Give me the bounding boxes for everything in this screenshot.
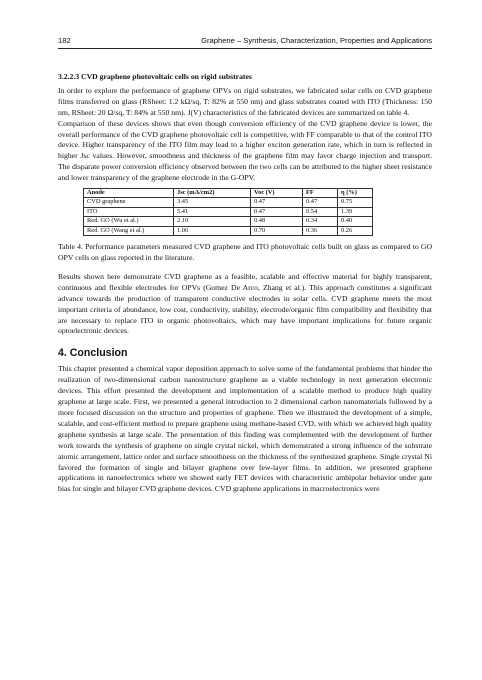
table-cell: 0.40 (338, 217, 373, 226)
paragraph-results: Results shown here demonstrate CVD graphene as a feasible, scalable and effective material for highly transparent, continuous and flexible electrodes for OPVs (Gomez De Arco, Zhang et al.). This approach constitutes a significant advance towards the production of transparent conductive electrodes in solar cells. CVD graphene meets the most important criteria of abundance, low cost, conductivity, stability, electrode/organic film compatibility and flexibility that are necessary to replace ITO in organic photovoltaics, which may have important implications for future organic optoelectronic devices. (58, 271, 432, 336)
col-ff: FF (303, 189, 338, 198)
table-cell: ITO (84, 207, 174, 216)
section-heading: 3.2.2.3 CVD graphene photovoltaic cells on rigid substrates (58, 72, 252, 81)
table-cell: 0.47 (251, 198, 303, 207)
col-eta: η (%) (338, 189, 373, 198)
table-cell: 5.41 (174, 207, 251, 216)
table-cell: 0.36 (303, 226, 338, 235)
table-cell: 2.10 (174, 217, 251, 226)
header-rule (58, 48, 432, 49)
table-row (84, 198, 373, 207)
table-row (84, 217, 373, 226)
table-cell: 1.00 (174, 226, 251, 235)
table-cell: Red. GO (Wang et al.) (84, 226, 174, 235)
table-cell: 0.26 (338, 226, 373, 235)
running-title: Graphene – Synthesis, Characterization, Properties and Applications (201, 36, 432, 45)
table-caption: Table 4. Performance parameters measured CVD graphene and ITO photovoltaic cells built on glass as compared to GO OPV cells on glass reported in the literature. (58, 242, 432, 262)
page-header (58, 36, 432, 50)
table-cell: 0.70 (251, 226, 303, 235)
paragraph-conclusion: This chapter presented a chemical vapor deposition approach to solve some of the fundamental problems that hinder the realization of two-dimensional carbon nanostructure graphene as a viable technology in next generation electronic devices. This effort presented the development and implementation of a scalable method to produce high quality graphene at large scale. First, we presented a general introduction to 2 dimensional carbon nanomaterials followed by a more focused discussion on the structure and properties of graphene. Then we illustrated the development of a simple, scalable, and cost-efficient method to prepare graphene using methane-based CVD, with which we achieved high quality graphene synthesis at large scale. The presentation of this finding was complemented with the development of further work towards the synthesis of graphene on single crystal nickel, which demonstrated a strong influence of the substrate atomic arrangement, lattice order and surface smoothness on the thickness of the synthesized graphene. Single crystal Ni favored the formation of single and bilayer graphene over few-layer films. In addition, we presented graphene applications in nanoelectronics where we showed early FET devices with characteristic ambipolar behavior under gate bias for single and bilayer CVD graphene devices. CVD graphene applications in macroelectronics were (58, 364, 432, 494)
table-cell: 1.39 (338, 207, 373, 216)
table-cell: CVD graphene (84, 198, 174, 207)
conclusion-heading: 4. Conclusion (58, 347, 128, 360)
paragraph-comparison: Comparison of these devices shows that even though conversion efficiency of the CVD graphene device is lower, the overall performance of the CVD graphene photovoltaic cell is competitive, with FF comparable to that of the control ITO device. Higher transparency of the ITO film may lead to a higher exciton generation rate, which in turn is reflected in higher Jsc values. However, smoothness and thickness of the graphene film may favor charge injection and transport. The disparate power conversion efficiency observed between the two cells can be attributed to the higher sheet resistance and lower transparency of the graphene electrode in the G-OPV. (58, 118, 432, 183)
table-row (84, 226, 373, 235)
page-body (58, 72, 432, 495)
paragraph-intro: In order to explore the performance of graphene OPVs on rigid substrates, we fabricated solar cells on CVD graphene films transferred on glass (RSheet: 1.2 kΩ/sq, T: 82% at 550 nm) and glass substrates coated with ITO (Thickness: 150 nm, RSheet: 20 Ω/sq, T: 84% at 550 nm). J(V) characteristics of the fabricated devices are summarized on table 4. (58, 85, 432, 117)
page-number: 182 (58, 36, 71, 45)
table-cell: 0.54 (303, 207, 338, 216)
table-cell: 0.34 (303, 217, 338, 226)
table-cell: 0.48 (251, 217, 303, 226)
table-cell: Red. GO (Wu et al.) (84, 217, 174, 226)
col-voc: Voc (V) (251, 189, 303, 198)
performance-table (83, 188, 373, 236)
table-cell: 0.47 (251, 207, 303, 216)
table-cell: 0.47 (303, 198, 338, 207)
table-header-row (84, 189, 373, 198)
table-cell: 0.75 (338, 198, 373, 207)
col-anode: Anode (84, 189, 174, 198)
table-row (84, 207, 373, 216)
table-cell: 3.45 (174, 198, 251, 207)
col-jsc: Jsc (mA/cm2) (174, 189, 251, 198)
